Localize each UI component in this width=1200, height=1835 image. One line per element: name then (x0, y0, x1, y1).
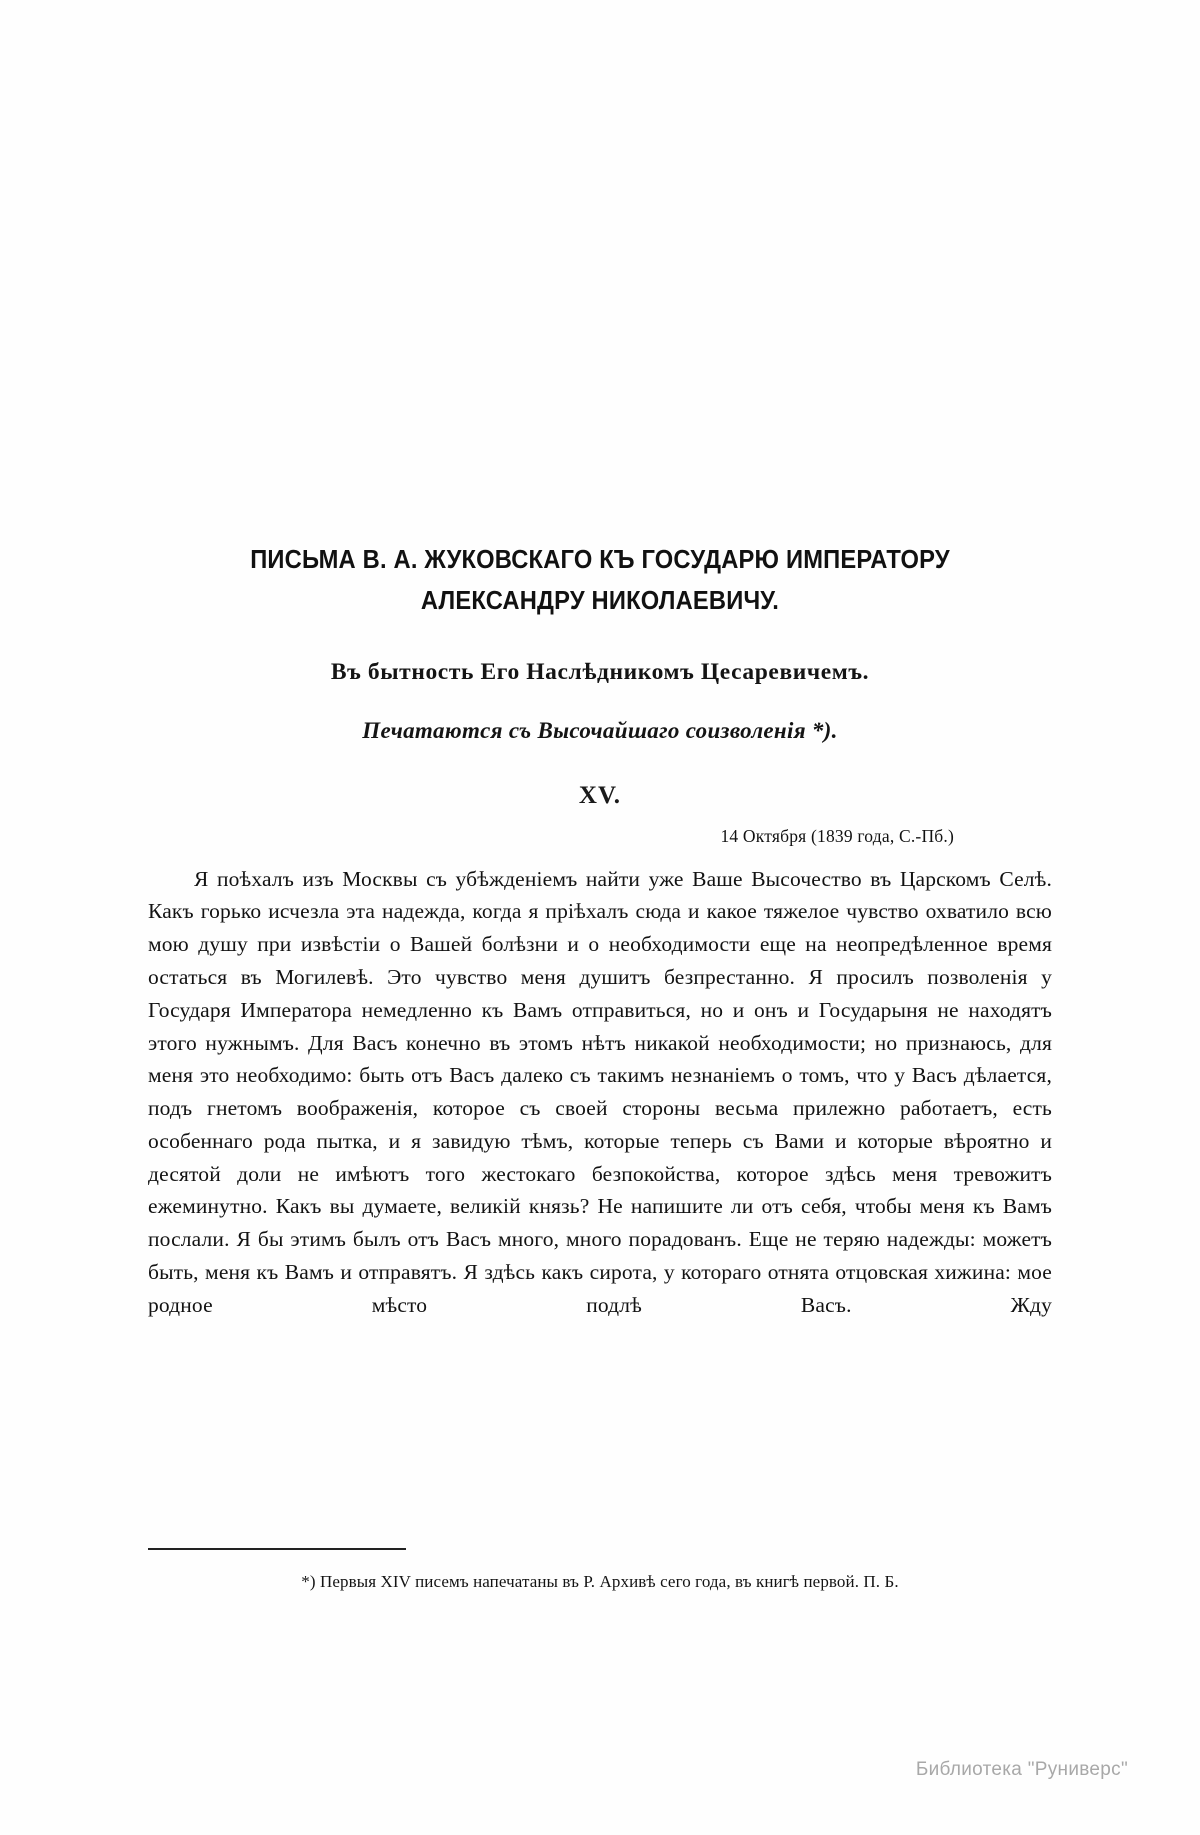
letter-date: 14 Октября (1839 года, С.-Пб.) (720, 825, 954, 846)
page-title: ПИСЬМА В. А. ЖУКОВСКАГО КЪ ГОСУДАРЮ ИМПЕРАТОРУ АЛЕКСАНДРУ НИКОЛАЕВИЧУ. (250, 546, 950, 616)
letter-body-text: Я поѣхалъ изъ Москвы съ убѣжденіемъ найти уже Ваше Высочество въ Царскомъ Селѣ. Какъ горько исчезла эта надежда, когда я пріѣхалъ сюда и какое тяжелое чувство охватило всю мою душу при извѣстіи о Вашей болѣзни и о необходимости еще на неопредѣленное время остаться въ Могилевѣ. Это чувство меня душитъ безпрестанно. Я просилъ позволенія у Государя Императора немедленно къ Вамъ отправиться, но и онъ и Государыня не находятъ этого нужнымъ. Для Васъ конечно въ этомъ нѣтъ никакой необходимости; но признаюсь, для меня это необходимо: быть отъ Васъ далеко съ такимъ незнаніемъ о томъ, что у Васъ дѣлается, подъ гнетомъ воображенія, которое съ своей стороны весьма прилежно работаетъ, есть особеннаго рода пытка, и я завидую тѣмъ, которые теперь съ Вами и которые вѣроятно и десятой доли не имѣютъ того жестокаго безпокойства, которое здѣсь меня тревожитъ ежеминутно. Какъ вы думаете, великій князь? Не напишите ли отъ себя, чтобы меня къ Вамъ послали. Я бы этимъ былъ отъ Васъ много, много порадованъ. Еще не теряю надежды: можетъ быть, меня къ Вамъ и отправятъ. Я здѣсь какъ сирота, у котораго отнята отцовская хижина: мое родное мѣсто подлѣ Васъ. Жду (148, 866, 1052, 1317)
letter-number: XV. (578, 781, 622, 809)
document-subtitle: Въ бытность Его Наслѣдникомъ Цесаревичемъ. (330, 658, 870, 685)
page-content (148, 0, 1052, 1343)
footnote-divider (148, 1548, 406, 1550)
footnote-text: *) Первыя XIV писемъ напечатаны въ Р. Архивѣ сего года, въ книгѣ первой. П. Б. (301, 1572, 899, 1591)
publication-note: Печатаются съ Высочайшаго соизволенія *). (362, 717, 838, 743)
library-watermark: Библиотека "Руниверс" (915, 1759, 1128, 1780)
